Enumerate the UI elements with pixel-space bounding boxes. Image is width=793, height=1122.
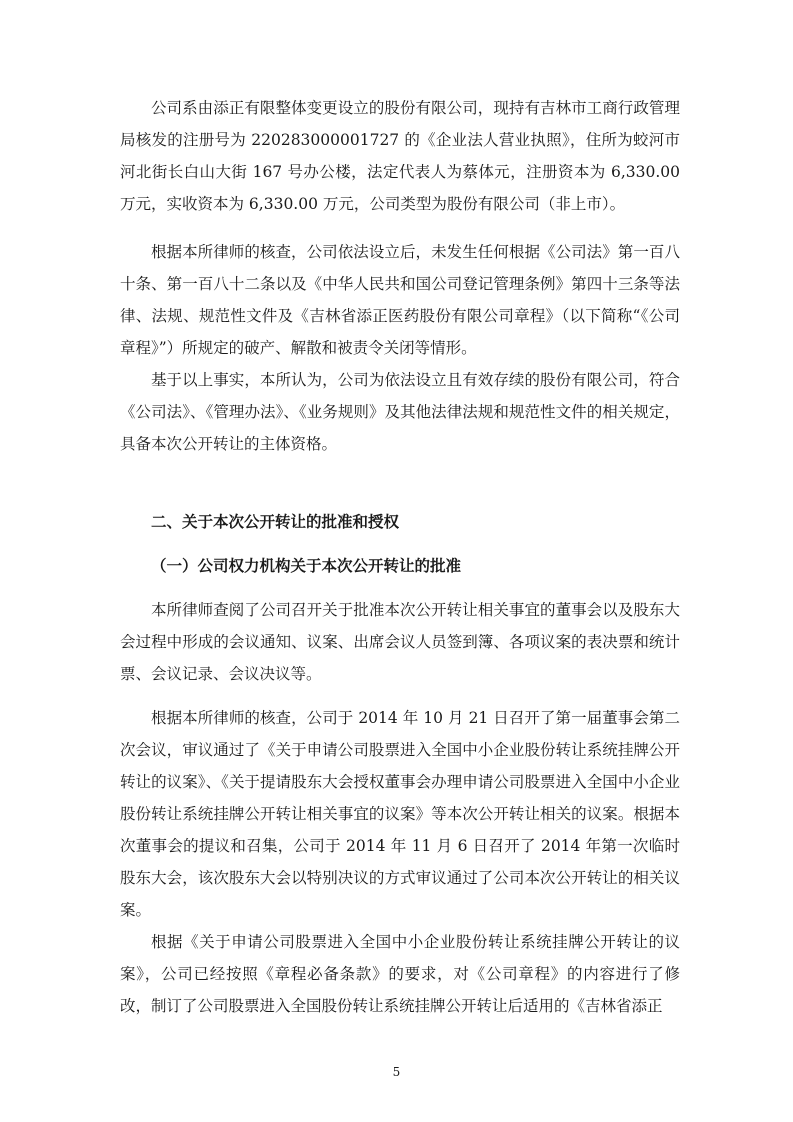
paragraph-conclusion: 基于以上事实，本所认为，公司为依法设立且有效存续的股份有限公司，符合《公司法》、《管理办法》、《业务规则》及其他法律法规和规范性文件的相关规定，具备本次公开转让的主体资格。 (120, 371, 680, 453)
paragraph-board-meeting: 根据本所律师的核查，公司于 2014 年 10 月 21 日召开了第一届董事会第二次会议，审议通过了《关于申请公司股票进入全国中小企业股份转让系统挂牌公开转让的议案》、《关于提请股东大会授权董事会办理申请公司股票进入全国中小企业股份转让系统挂牌公开转让相关事宜的议案》等本次公开转让相关的议案。根据本次董事会的提议和召集，公司于 2014 年 11 月 6 日召开了 2014 年第一次临时股东大会，该次股东大会以特别决议的方式审议通过了公司本次公开转让的相关议案。 (120, 709, 680, 919)
paragraph-legal-verification: 根据本所律师的核查，公司依法设立后，未发生任何根据《公司法》第一百八十条、第一百八十二条以及《中华人民共和国公司登记管理条例》第四十三条等法律、法规、规范性文件及《吉林省添正医药股份有限公司章程》（以下简称“《公司章程》”）所规定的破产、解散和被责令关闭等情形。 (120, 243, 680, 357)
paragraph-document-review: 本所律师查阅了公司召开关于批准本次公开转让相关事宜的董事会以及股东大会过程中形成的会议通知、议案、出席会议人员签到簿、各项议案的表决票和统计票、会议记录、会议决议等。 (120, 601, 680, 683)
paragraph-articles-amendment: 根据《关于申请公司股票进入全国中小企业股份转让系统挂牌公开转让的议案》，公司已经按照《章程必备条款》的要求，对《公司章程》的内容进行了修改，制订了公司股票进入全国股份转让系统挂牌公开转让后适用的《吉林省添正 (120, 933, 680, 1015)
paragraph-company-registration: 公司系由添正有限整体变更设立的股份有限公司，现持有吉林市工商行政管理局核发的注册号为 220283000001727 的《企业法人营业执照》，住所为蛟河市河北街长白山大街 167 号办公楼，法定代表人为蔡体元，注册资本为 6,330.00 万元，实收资本为 6,330.00 万元，公司类型为股份有限公司（非上市）。 (120, 99, 680, 213)
page-number: 5 (392, 1065, 401, 1079)
subsection-heading: （一）公司权力机构关于本次公开转让的批准 (151, 556, 462, 575)
section-heading: 二、关于本次公开转让的批准和授权 (151, 513, 400, 531)
